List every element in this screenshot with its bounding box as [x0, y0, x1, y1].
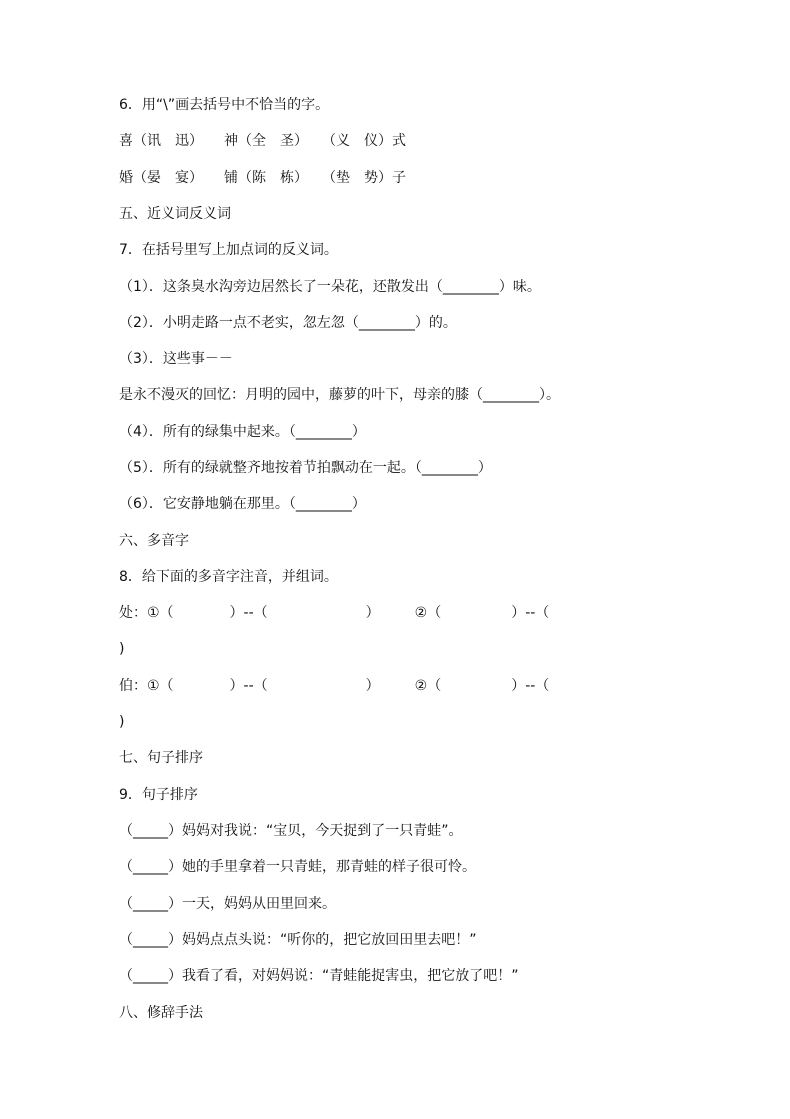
section-7-heading: 七、句子排序 — [119, 750, 203, 766]
section-6-heading: 六、多音字 — [119, 533, 189, 549]
section-5-heading: 五、近义词反义词 — [119, 206, 231, 222]
q7-item: （1）．这条臭水沟旁边居然长了一朵花，还散发出（________）味。 — [119, 279, 541, 295]
q7-item: （2）．小明走路一点不老实，忽左忽（________）的。 — [119, 315, 457, 331]
q9-item: （_____）一天，妈妈从田里回来。 — [119, 896, 336, 912]
q7-item: （6）．它安静地躺在那里。（________） — [119, 496, 366, 512]
q7-item: （3）．这些事－－ — [119, 351, 233, 367]
q9-title: 9．句子排序 — [119, 787, 198, 803]
q6-row-2: 婚（晏 宴） 铺（陈 栋） （垫 势）子 — [119, 170, 406, 186]
q9-item: （_____）我看了看，对妈妈说：“青蛙能捉害虫，把它放了吧！” — [119, 968, 519, 984]
q8-title: 8．给下面的多音字注音，并组词。 — [119, 569, 338, 585]
q6-title: 6．用“\”画去括号中不恰当的字。 — [119, 97, 330, 113]
q9-item: （_____）妈妈对我说：“宝贝，今天捉到了一只青蛙”。 — [119, 823, 463, 839]
q8-row-2: 伯：①（ ）--（ ） ②（ ）--（ — [119, 678, 550, 694]
q9-item: （_____）她的手里拿着一只青蛙，那青蛙的样子很可怜。 — [119, 859, 476, 875]
q8-row-1-tail: ) — [119, 641, 125, 657]
q7-item: （4）．所有的绿集中起来。（________） — [119, 424, 366, 440]
q7-item: 是永不漫灭的回忆：月明的园中，藤萝的叶下，母亲的膝（________）。 — [119, 387, 560, 403]
q8-row-2-tail: ) — [119, 714, 125, 730]
q8-row-1: 处：①（ ）--（ ） ②（ ）--（ — [119, 605, 550, 621]
q6-row-1: 喜（讯 迅） 神（全 圣） （义 仪）式 — [119, 133, 406, 149]
q7-title: 7．在括号里写上加点词的反义词。 — [119, 242, 338, 258]
section-8-heading: 八、修辞手法 — [119, 1005, 203, 1021]
q7-item: （5）．所有的绿就整齐地按着节拍飘动在一起。（________） — [119, 460, 492, 476]
q9-item: （_____）妈妈点点头说：“听你的，把它放回田里去吧！” — [119, 932, 477, 948]
